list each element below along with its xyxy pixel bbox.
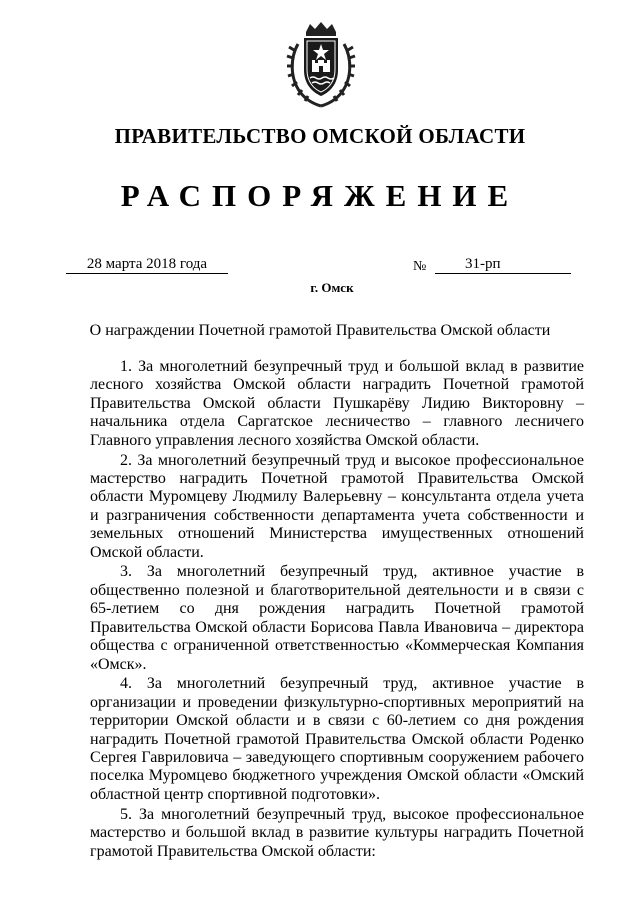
coat-of-arms-icon xyxy=(284,20,358,108)
government-title: ПРАВИТЕЛЬСТВО ОМСКОЙ ОБЛАСТИ xyxy=(114,124,526,148)
paragraph: 5. За многолетний безупречный труд, высокое профессиональное мастерство и большой вклад в развитие культуры наградить Почетной грамотой Правительства Омской области: xyxy=(90,805,584,860)
document-subject: О награждении Почетной грамотой Правительства Омской области xyxy=(89,322,551,339)
paragraph: 1. За многолетний безупречный труд и большой вклад в развитие лесного хозяйства Омской области наградить Почетной грамотой Правительства Омской области Пушкарёву Лидию Викторовну – начальника отдела Саргатское лесничество – главного лесничего Главного управления лесного хозяйства Омской области. xyxy=(90,358,584,449)
document-number-field xyxy=(435,256,571,274)
document-number: 31-рп xyxy=(465,256,501,272)
document-type-title: РАСПОРЯЖЕНИЕ xyxy=(120,178,520,213)
paragraph: 3. За многолетний безупречный труд, активное участие в общественно полезной и благотворительной деятельности и в связи с 65-летием со дня рождения наградить Почетной грамотой Правительства Омской области Борисова Павла Ивановича – директора общества с ограниченной ответственностью «Коммерческая Компания «Омск». xyxy=(90,563,584,673)
paragraph: 4. За многолетний безупречный труд, активное участие в организации и проведении физкультурно-спортивных мероприятий на территории Омской области и в связи с 60-летием со дня рождения наградить Почетной грамотой Правительства Омской области Роденко Сергея Гавриловича – заведующего спортивным сооружением рабочего поселка Муромцево бюджетного учреждения Омской области «Омский областной центр спортивной подготовки». xyxy=(90,675,584,803)
document-body xyxy=(90,358,584,862)
document-date: 28 марта 2018 года xyxy=(66,256,228,274)
paragraph: 2. За многолетний безупречный труд и высокое профессиональное мастерство наградить Почетной грамотой Правительства Омской области Муромцеву Людмилу Валерьевну – консультанта отдела учета и разграничения собственности департамента учета собственности и земельных отношений Министерства имущественных отношений Омской области. xyxy=(90,451,584,561)
city-label: г. Омск xyxy=(310,280,354,295)
number-sign-label: № xyxy=(413,259,427,274)
